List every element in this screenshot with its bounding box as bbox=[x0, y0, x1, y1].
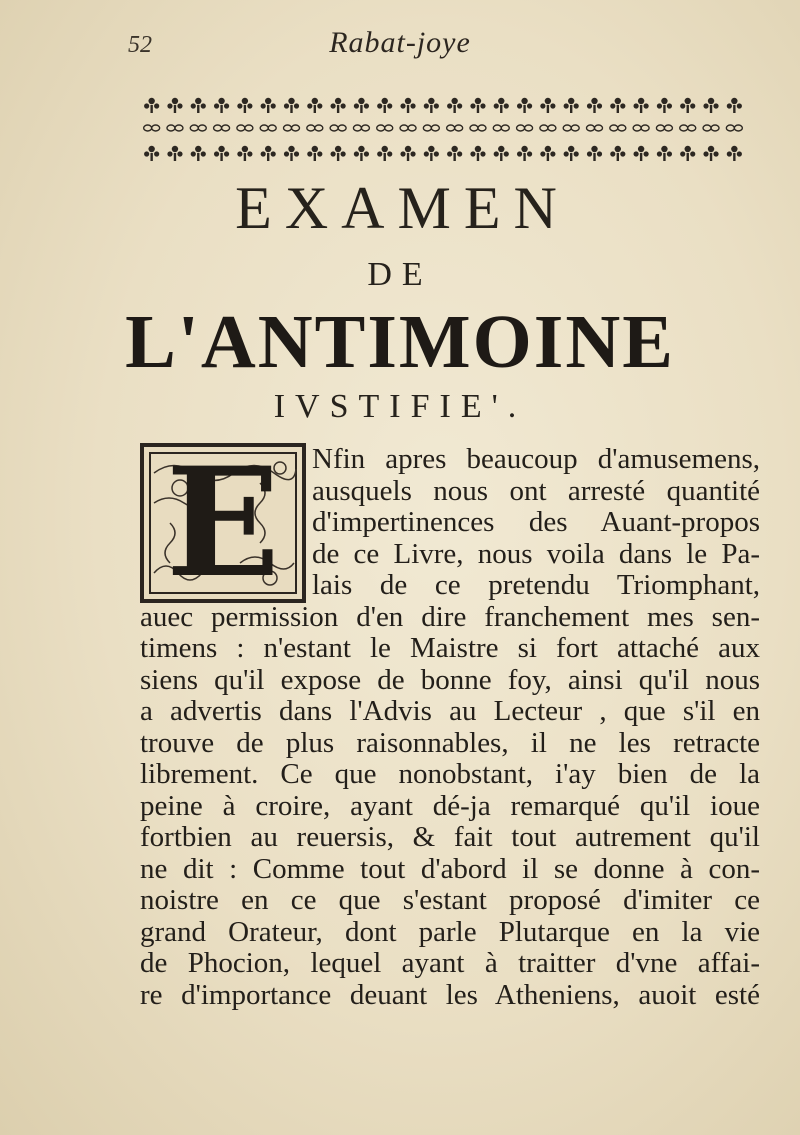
running-title: Rabat-joye bbox=[329, 26, 471, 59]
text-line: trouve de plus raisonnables, il ne les retracte bbox=[140, 726, 760, 759]
title-line-examen: EXAMEN bbox=[235, 175, 570, 241]
text-line: siens qu'il expose de bonne foy, ainsi qu'il nous bbox=[140, 663, 760, 696]
text-line: fortbien au reuersis, & fait tout autrement qu'il bbox=[140, 821, 760, 853]
text-line: timens : n'estant le Maistre si fort attaché aux bbox=[140, 632, 760, 664]
page-number: 52 bbox=[128, 32, 152, 58]
title-line-iustifie: IVSTIFIE'. bbox=[273, 388, 527, 425]
text-line: re d'importance deuant les Atheniens, auoit esté bbox=[140, 978, 760, 1011]
text-line: d'impertinences des Auant-propos bbox=[312, 506, 760, 538]
text-line: auec permission d'en dire franchement mes sen- bbox=[140, 600, 760, 633]
title-line-antimoine: L'ANTIMOINE bbox=[125, 300, 675, 384]
title-line-de: DE bbox=[367, 256, 433, 293]
text-line: de ce Livre, nous voila dans le Pa- bbox=[312, 537, 760, 570]
text-line: peine à croire, ayant dé-ja remarqué qu'il ioue bbox=[140, 789, 760, 822]
text-line: a advertis dans l'Advis au Lecteur , que s'il en bbox=[140, 695, 760, 727]
text-line: grand Orateur, dont parle Plutarque en la vie bbox=[140, 915, 760, 948]
text-line: librement. Ce que nonobstant, i'ay bien de la bbox=[140, 758, 760, 790]
text-line: ne dit : Comme tout d'abord il se donne à con- bbox=[140, 852, 760, 885]
text-line: ausquels nous ont arresté quantité bbox=[312, 474, 760, 507]
text-line: Nfin apres beaucoup d'amusemens, bbox=[312, 443, 760, 475]
text-line: noistre en ce que s'estant proposé d'imiter ce bbox=[140, 884, 760, 916]
text-line: de Phocion, lequel ayant à traitter d'vne affai- bbox=[140, 947, 760, 979]
initial-letter: E bbox=[165, 435, 281, 611]
text-line: lais de ce pretendu Triomphant, bbox=[312, 569, 760, 601]
